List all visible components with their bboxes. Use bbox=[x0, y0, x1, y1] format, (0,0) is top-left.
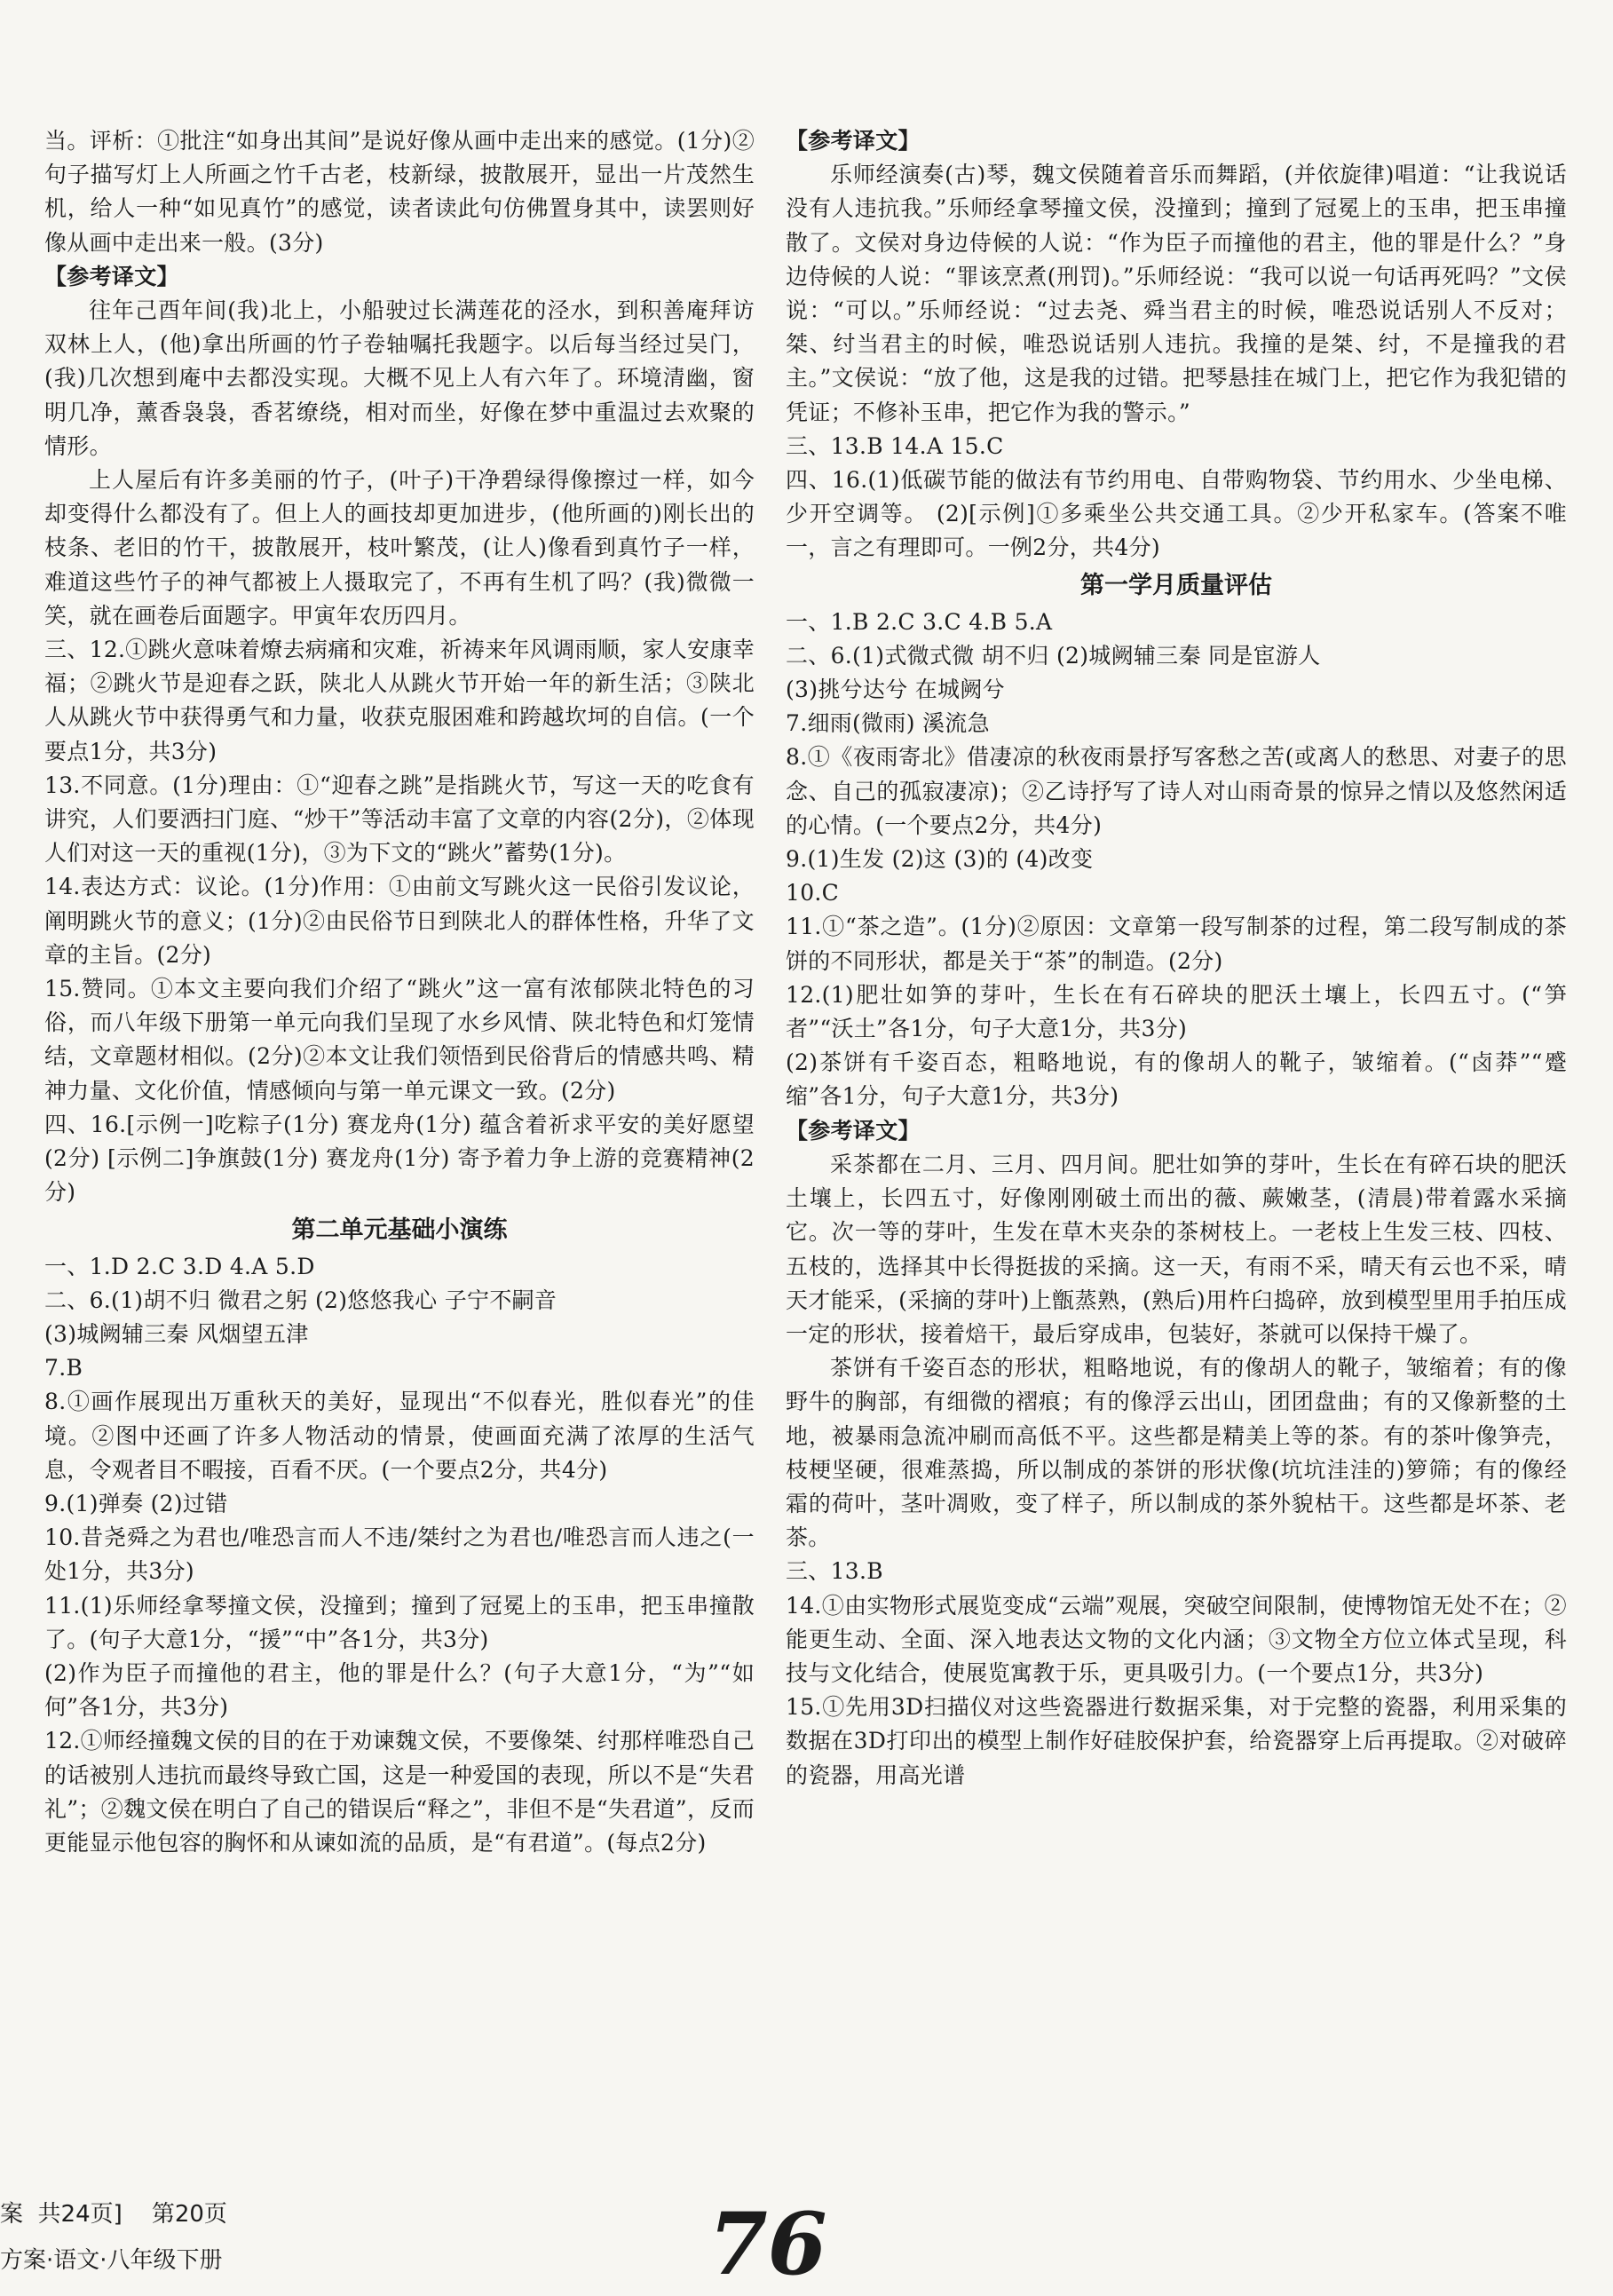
answer-paragraph: 8.①《夜雨寄北》借凄凉的秋夜雨景抒写客愁之苦(或离人的愁思、对妻子的思念、自己的孤寂凄凉)；②乙诗抒写了诗人对山雨奇景的惊异之情以及悠然闲适的心情。(一个要点2分，共4分) bbox=[786, 744, 1567, 838]
answer-paragraph: 10.昔尧舜之为君也/唯恐言而人不违/桀纣之为君也/唯恐言而人违之(一处1分，共3分) bbox=[44, 1524, 755, 1585]
answer-paragraph: 上人屋后有许多美丽的竹子，(叶子)干净碧绿得像擦过一样，如今却变得什么都没有了。但上人的画技却更加进步，(他所画的)刚长出的枝条、老旧的竹干，披散展开，枝叶繁茂，(让人)像看到真竹子一样，难道这些竹子的神气都被上人摄取完了，不再有生机了吗？(我)微微一笑，就在画卷后面题字。甲寅年农历四月。 bbox=[44, 467, 755, 629]
answer-paragraph: 三、13.B bbox=[786, 1558, 883, 1585]
translation-label: 【参考译文】 bbox=[786, 1117, 921, 1144]
translation-label: 【参考译文】 bbox=[786, 128, 921, 154]
footer-book-title: 方案·语文·八年级下册 bbox=[0, 2247, 223, 2274]
answer-paragraph: 二、6.(1)胡不归 微君之躬 (2)悠悠我心 子宁不嗣音 bbox=[44, 1287, 557, 1313]
answer-paragraph: 9.(1)生发 (2)这 (3)的 (4)改变 bbox=[786, 846, 1094, 873]
answer-paragraph: 二、6.(1)式微式微 胡不归 (2)城阙辅三秦 同是宦游人 bbox=[786, 642, 1321, 669]
answer-paragraph: 14.表达方式：议论。(1分)作用：①由前文写跳火这一民俗引发议论，阐明跳火节的意义；(1分)②由民俗节日到陕北人的群体性格，升华了文章的主旨。(2分) bbox=[44, 874, 755, 968]
left-column bbox=[44, 124, 755, 1860]
answer-paragraph: 一、1.B 2.C 3.C 4.B 5.A bbox=[786, 608, 1053, 635]
answer-paragraph: (3)城阙辅三秦 风烟望五津 bbox=[44, 1320, 309, 1347]
section-heading: 第二单元基础小演练 bbox=[291, 1215, 508, 1244]
answer-paragraph: 15.①先用3D扫描仪对这些瓷器进行数据采集，对于完整的瓷器，利用采集的数据在3D打印出的模型上制作好硅胶保护套，给瓷器穿上后再提取。②对破碎的瓷器，用高光谱 bbox=[786, 1694, 1567, 1788]
answer-paragraph: 三、12.①跳火意味着燎去病痛和灾难，祈祷来年风调雨顺，家人安康幸福；②跳火节是迎春之跃，陕北人从跳火节开始一年的新生活；③陕北人从跳火节中获得勇气和力量，收获克服困难和跨越坎坷的自信。(一个要点1分，共3分) bbox=[44, 637, 755, 764]
answer-paragraph: 三、13.B 14.A 15.C bbox=[786, 432, 1004, 459]
answer-paragraph: 10.C bbox=[786, 880, 840, 907]
answer-paragraph: 7.B bbox=[44, 1355, 83, 1382]
answer-paragraph: 往年己酉年间(我)北上，小船驶过长满莲花的泾水，到积善庵拜访双林上人，(他)拿出所画的竹子卷轴嘱托我题字。以后每当经过吴门，(我)几次想到庵中去都没实现。大概不见上人有六年了。环境清幽，窗明几净，薰香袅袅，香茗缭绕，相对而坐，好像在梦中重温过去欢聚的情形。 bbox=[44, 297, 755, 459]
answer-paragraph: 茶饼有千姿百态的形状，粗略地说，有的像胡人的靴子，皱缩着；有的像野牛的胸部，有细微的褶痕；有的像浮云出山，团团盘曲；有的又像新整的土地，被暴雨急流冲刷而高低不平。这些都是精美上等的茶。有的茶叶像笋壳，枝梗坚硬，很难蒸捣，所以制成的茶饼的形状像(坑坑洼洼的)箩筛；有的像经霜的荷叶，茎叶凋败，变了样子，所以制成的茶外貌枯干。这些都是坏茶、老茶。 bbox=[786, 1355, 1567, 1551]
answer-paragraph: (2)作为臣子而撞他的君主，他的罪是什么？(句子大意1分，“为”“如何”各1分，共3分) bbox=[44, 1659, 755, 1721]
answer-paragraph: 12.(1)肥壮如笋的芽叶，生长在有石碎块的肥沃土壤上，长四五寸。(“笋者”“沃土”各1分，句子大意1分，共3分) bbox=[786, 981, 1567, 1042]
right-column bbox=[786, 124, 1567, 1793]
page-number: 76 bbox=[708, 2194, 827, 2294]
answer-paragraph: 14.①由实物形式展览变成“云端”观展，突破空间限制，使博物馆无处不在；②能更生动、全面、深入地表达文物的文化内涵；③文物全方位立体式呈现，科技与文化结合，使展览寓教于乐，更具吸引力。(一个要点1分，共3分) bbox=[786, 1592, 1567, 1686]
answer-paragraph: 采茶都在二月、三月、四月间。肥壮如笋的芽叶，生长在有碎石块的肥沃土壤上，长四五寸，好像刚刚破土而出的薇、蕨嫩茎，(清晨)带着露水采摘它。次一等的芽叶，生发在草木夹杂的茶树枝上。一老枝上生发三枝、四枝、五枝的，选择其中长得挺拔的采摘。这一天，有雨不采，晴天有云也不采，晴天才能采，(采摘的芽叶)上甑蒸熟，(熟后)用杵臼捣碎，放到模型里用手拍压成一定的形状，接着焙干，最后穿成串，包装好，茶就可以保持干燥了。 bbox=[786, 1151, 1567, 1347]
answer-paragraph: 13.不同意。(1分)理由：①“迎春之跳”是指跳火节，写这一天的吃食有讲究，人们要洒扫门庭、“炒干”等活动丰富了文章的内容(2分)，②体现人们对这一天的重视(1分)，③为下文的“跳火”蓄势(1分)。 bbox=[44, 772, 755, 867]
answer-paragraph: (3)挑兮达兮 在城阙兮 bbox=[786, 677, 1005, 703]
answer-paragraph: 四、16.[示例一]吃粽子(1分) 赛龙舟(1分) 蕴含着祈求平安的美好愿望(2分) [示例二]争旗鼓(1分) 赛龙舟(1分) 寄予着力争上游的竞赛精神(2分) bbox=[44, 1111, 755, 1206]
translation-label: 【参考译文】 bbox=[44, 263, 179, 289]
answer-paragraph: 当。评析：①批注“如身出其间”是说好像从画中走出来的感觉。(1分)②句子描写灯上人所画之竹千古老，枝新绿，披散展开，显出一片茂然生机，给人一种“如见真竹”的感觉，读者读此句仿佛置身其中，读罢则好像从画中走出来一般。(3分) bbox=[44, 128, 755, 256]
answer-paragraph: 15.赞同。①本文主要向我们介绍了“跳火”这一富有浓郁陕北特色的习俗，而八年级下册第一单元向我们呈现了水乡风情、陕北特色和灯笼情结，文章题材相似。(2分)②本文让我们领悟到民俗背后的情感共鸣、精神力量、文化价值，情感倾向与第一单元课文一致。(2分) bbox=[44, 976, 755, 1104]
answer-paragraph: 12.①师经撞魏文侯的目的在于劝谏魏文侯，不要像桀、纣那样唯恐自己的话被别人违抗而最终导致亡国，这是一种爱国的表现，所以不是“失君礼”；②魏文侯在明白了自己的错误后“释之”，非但不是“失君道”，反而更能显示他包容的胸怀和从谏如流的品质，是“有君道”。(每点2分) bbox=[44, 1728, 755, 1856]
section-heading: 第一学月质量评估 bbox=[1080, 571, 1272, 599]
answer-paragraph: (2)茶饼有千姿百态，粗略地说，有的像胡人的靴子，皱缩着。(“卤莽”“蹙缩”各1分，句子大意1分，共3分) bbox=[786, 1049, 1567, 1110]
answer-paragraph: 9.(1)弹奏 (2)过错 bbox=[44, 1490, 228, 1516]
answer-paragraph: 一、1.D 2.C 3.D 4.A 5.D bbox=[44, 1253, 315, 1279]
answer-paragraph: 11.①“茶之造”。(1分)②原因：文章第一段写制茶的过程，第二段写制成的茶饼的不同形状，都是关于“茶”的制造。(2分) bbox=[786, 914, 1567, 974]
answer-paragraph: 乐师经演奏(古)琴，魏文侯随着音乐而舞蹈，(并依旋律)唱道：“让我说话没有人违抗我。”乐师经拿琴撞文侯，没撞到；撞到了冠冕上的玉串，把玉串撞散了。文侯对身边侍候的人说：“作为臣子而撞他的君主，他的罪是什么？”身边侍候的人说：“罪该烹煮(刑罚)。”乐师经说：“我可以说一句话再死吗？”文侯说：“可以。”乐师经说：“过去尧、舜当君主的时候，唯恐说话别人不反对；桀、纣当君主的时候，唯恐说话别人违抗。我撞的是桀、纣，不是撞我的君主。”文侯说：“放了他，这是我的过错。把琴悬挂在城门上，把它作为我犯错的凭证；不修补玉串，把它作为我的警示。” bbox=[786, 162, 1567, 425]
answer-paragraph: 7.细雨(微雨) 溪流急 bbox=[786, 710, 990, 737]
answer-paragraph: 8.①画作展现出万重秋天的美好，显现出“不似春光，胜似春光”的佳境。②图中还画了许多人物活动的情景，使画面充满了浓厚的生活气息，令观者目不暇接，百看不厌。(一个要点2分，共4分) bbox=[44, 1389, 755, 1483]
answer-paragraph: 11.(1)乐师经拿琴撞文侯，没撞到；撞到了冠冕上的玉串，把玉串撞散了。(句子大意1分，“援”“中”各1分，共3分) bbox=[44, 1592, 755, 1652]
footer-page-count: 案 共24页] 第20页 bbox=[0, 2201, 227, 2228]
answer-paragraph: 四、16.(1)低碳节能的做法有节约用电、自带购物袋、节约用水、少坐电梯、少开空调等。 (2)[示例]①多乘坐公共交通工具。②少开私家车。(答案不唯一，言之有理即可。一例2分，共4分) bbox=[786, 467, 1567, 561]
